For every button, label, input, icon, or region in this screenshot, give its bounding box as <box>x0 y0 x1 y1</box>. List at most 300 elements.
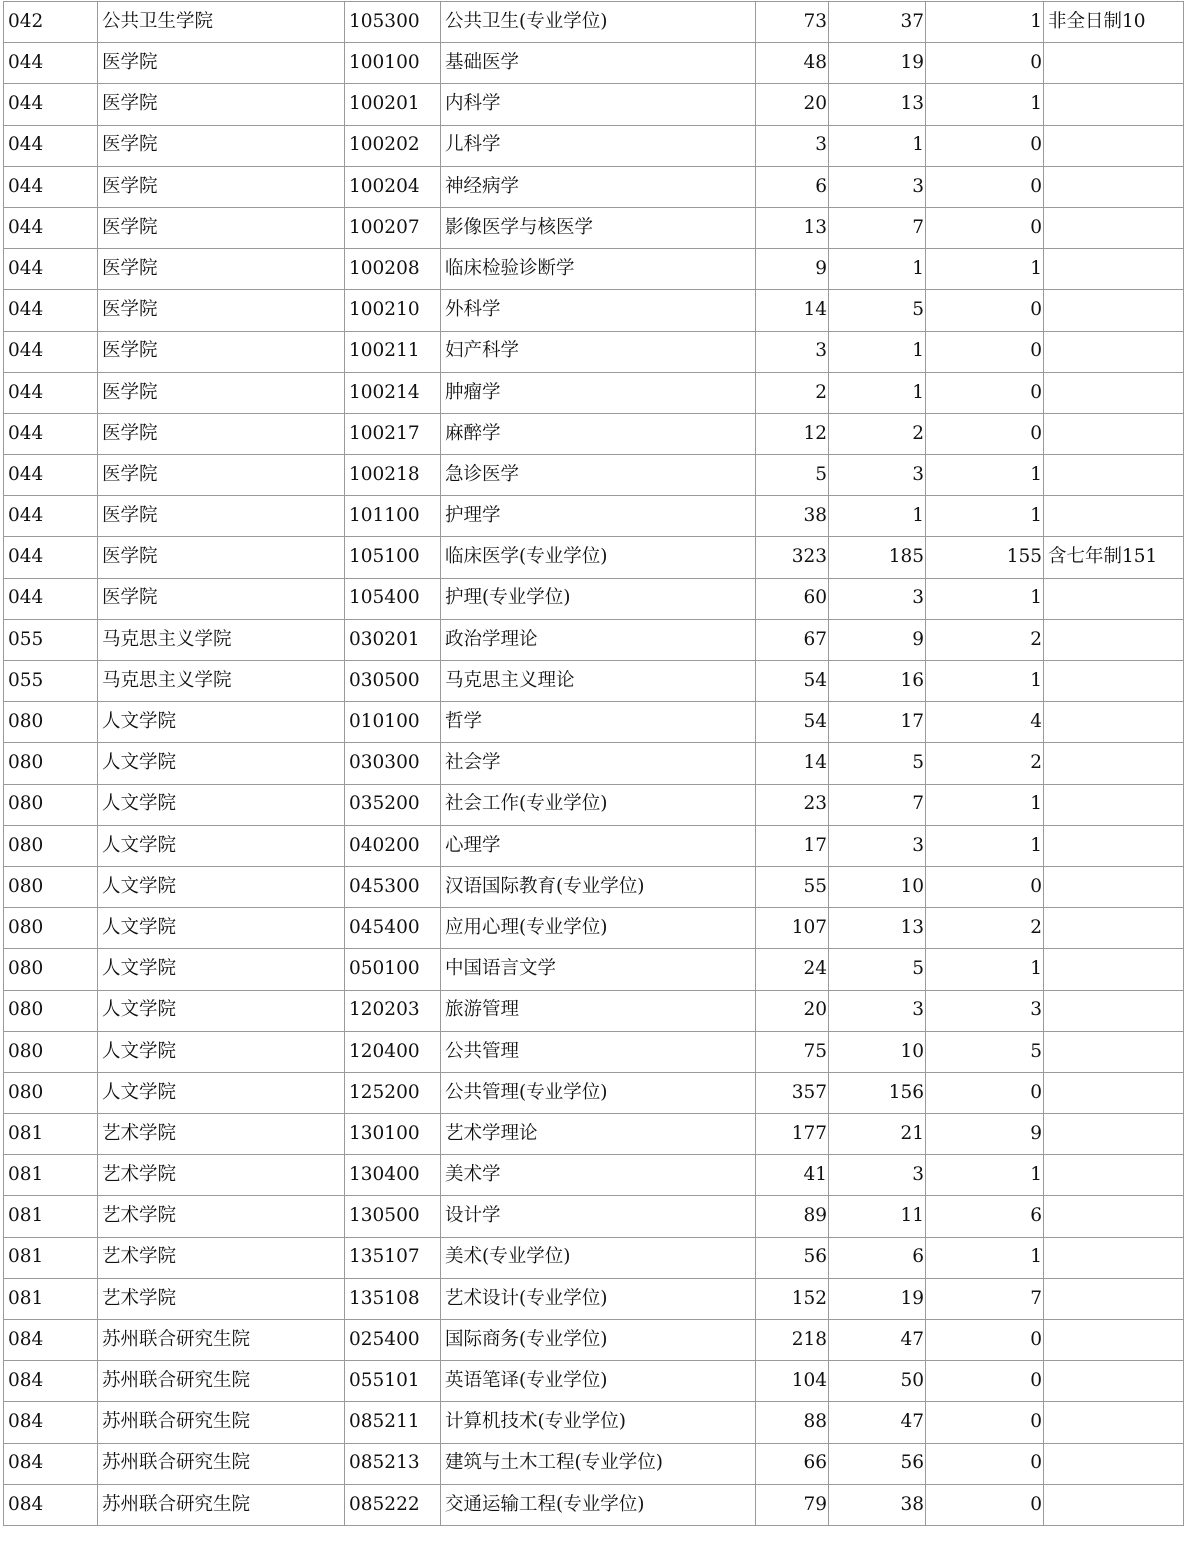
college-name-cell: 医学院 <box>98 84 345 125</box>
major-name-cell: 临床检验诊断学 <box>441 249 756 290</box>
applicants-cell: 107 <box>756 908 829 949</box>
table-row <box>4 290 1184 331</box>
applicants-cell: 54 <box>756 702 829 743</box>
college-code-cell: 081 <box>4 1278 98 1319</box>
exempt-cell: 1 <box>926 1237 1044 1278</box>
college-name-cell: 苏州联合研究生院 <box>98 1484 345 1525</box>
exempt-cell: 0 <box>926 1402 1044 1443</box>
college-name-cell: 苏州联合研究生院 <box>98 1402 345 1443</box>
college-name-cell: 艺术学院 <box>98 1196 345 1237</box>
major-name-cell: 艺术学理论 <box>441 1114 756 1155</box>
college-code-cell: 081 <box>4 1196 98 1237</box>
major-code-cell: 045300 <box>345 866 441 907</box>
applicants-cell: 23 <box>756 784 829 825</box>
admitted-cell: 156 <box>829 1072 926 1113</box>
table-row <box>4 578 1184 619</box>
college-code-cell: 084 <box>4 1320 98 1361</box>
admitted-cell: 1 <box>829 331 926 372</box>
major-name-cell: 公共卫生(专业学位) <box>441 2 756 43</box>
major-name-cell: 中国语言文学 <box>441 949 756 990</box>
remarks-cell <box>1044 661 1184 702</box>
applicants-cell: 17 <box>756 825 829 866</box>
major-name-cell: 马克思主义理论 <box>441 661 756 702</box>
college-name-cell: 人文学院 <box>98 949 345 990</box>
major-name-cell: 社会学 <box>441 743 756 784</box>
college-name-cell: 医学院 <box>98 43 345 84</box>
admitted-cell: 1 <box>829 496 926 537</box>
college-code-cell: 044 <box>4 372 98 413</box>
table-row <box>4 990 1184 1031</box>
remarks-cell <box>1044 1278 1184 1319</box>
college-code-cell: 080 <box>4 1072 98 1113</box>
college-name-cell: 苏州联合研究生院 <box>98 1320 345 1361</box>
college-name-cell: 医学院 <box>98 537 345 578</box>
major-code-cell: 100201 <box>345 84 441 125</box>
college-code-cell: 081 <box>4 1237 98 1278</box>
college-name-cell: 医学院 <box>98 166 345 207</box>
applicants-cell: 104 <box>756 1361 829 1402</box>
remarks-cell <box>1044 455 1184 496</box>
college-name-cell: 人文学院 <box>98 784 345 825</box>
college-name-cell: 人文学院 <box>98 908 345 949</box>
applicants-cell: 79 <box>756 1484 829 1525</box>
admitted-cell: 37 <box>829 2 926 43</box>
major-code-cell: 030500 <box>345 661 441 702</box>
exempt-cell: 1 <box>926 825 1044 866</box>
college-code-cell: 055 <box>4 619 98 660</box>
table-row <box>4 866 1184 907</box>
exempt-cell: 4 <box>926 702 1044 743</box>
exempt-cell: 0 <box>926 166 1044 207</box>
major-name-cell: 艺术设计(专业学位) <box>441 1278 756 1319</box>
major-code-cell: 100204 <box>345 166 441 207</box>
exempt-cell: 1 <box>926 949 1044 990</box>
admitted-cell: 21 <box>829 1114 926 1155</box>
college-name-cell: 马克思主义学院 <box>98 619 345 660</box>
admitted-cell: 3 <box>829 455 926 496</box>
college-code-cell: 080 <box>4 825 98 866</box>
major-name-cell: 国际商务(专业学位) <box>441 1320 756 1361</box>
applicants-cell: 12 <box>756 413 829 454</box>
major-code-cell: 100214 <box>345 372 441 413</box>
admitted-cell: 13 <box>829 908 926 949</box>
exempt-cell: 0 <box>926 1320 1044 1361</box>
college-name-cell: 人文学院 <box>98 743 345 784</box>
major-code-cell: 085211 <box>345 1402 441 1443</box>
admitted-cell: 19 <box>829 1278 926 1319</box>
exempt-cell: 0 <box>926 207 1044 248</box>
major-code-cell: 101100 <box>345 496 441 537</box>
college-name-cell: 人文学院 <box>98 702 345 743</box>
major-code-cell: 100100 <box>345 43 441 84</box>
college-name-cell: 苏州联合研究生院 <box>98 1361 345 1402</box>
exempt-cell: 5 <box>926 1031 1044 1072</box>
table-row <box>4 743 1184 784</box>
table-row <box>4 784 1184 825</box>
college-code-cell: 080 <box>4 702 98 743</box>
college-code-cell: 044 <box>4 207 98 248</box>
remarks-cell <box>1044 619 1184 660</box>
major-code-cell: 135107 <box>345 1237 441 1278</box>
table-row <box>4 1278 1184 1319</box>
exempt-cell: 0 <box>926 1484 1044 1525</box>
college-code-cell: 044 <box>4 43 98 84</box>
major-name-cell: 护理学 <box>441 496 756 537</box>
admitted-cell: 3 <box>829 825 926 866</box>
exempt-cell: 0 <box>926 1072 1044 1113</box>
remarks-cell <box>1044 866 1184 907</box>
exempt-cell: 0 <box>926 290 1044 331</box>
major-name-cell: 社会工作(专业学位) <box>441 784 756 825</box>
table-row <box>4 1155 1184 1196</box>
exempt-cell: 1 <box>926 1155 1044 1196</box>
admitted-cell: 19 <box>829 43 926 84</box>
table-row <box>4 825 1184 866</box>
exempt-cell: 6 <box>926 1196 1044 1237</box>
admitted-cell: 3 <box>829 1155 926 1196</box>
admitted-cell: 1 <box>829 125 926 166</box>
major-code-cell: 105100 <box>345 537 441 578</box>
table-row <box>4 1443 1184 1484</box>
exempt-cell: 7 <box>926 1278 1044 1319</box>
major-name-cell: 公共管理 <box>441 1031 756 1072</box>
admitted-cell: 9 <box>829 619 926 660</box>
college-code-cell: 081 <box>4 1114 98 1155</box>
applicants-cell: 89 <box>756 1196 829 1237</box>
applicants-cell: 56 <box>756 1237 829 1278</box>
applicants-cell: 13 <box>756 207 829 248</box>
college-code-cell: 044 <box>4 249 98 290</box>
admitted-cell: 2 <box>829 413 926 454</box>
major-code-cell: 030201 <box>345 619 441 660</box>
admitted-cell: 11 <box>829 1196 926 1237</box>
college-code-cell: 044 <box>4 578 98 619</box>
major-name-cell: 计算机技术(专业学位) <box>441 1402 756 1443</box>
table-row <box>4 908 1184 949</box>
major-code-cell: 120203 <box>345 990 441 1031</box>
admitted-cell: 47 <box>829 1320 926 1361</box>
admitted-cell: 185 <box>829 537 926 578</box>
exempt-cell: 1 <box>926 249 1044 290</box>
table-row <box>4 331 1184 372</box>
table-row <box>4 455 1184 496</box>
applicants-cell: 3 <box>756 331 829 372</box>
admitted-cell: 13 <box>829 84 926 125</box>
exempt-cell: 2 <box>926 619 1044 660</box>
admitted-cell: 56 <box>829 1443 926 1484</box>
admitted-cell: 5 <box>829 743 926 784</box>
major-code-cell: 130100 <box>345 1114 441 1155</box>
major-code-cell: 135108 <box>345 1278 441 1319</box>
admitted-cell: 17 <box>829 702 926 743</box>
applicants-cell: 152 <box>756 1278 829 1319</box>
admitted-cell: 47 <box>829 1402 926 1443</box>
remarks-cell <box>1044 1196 1184 1237</box>
remarks-cell <box>1044 207 1184 248</box>
college-code-cell: 044 <box>4 413 98 454</box>
table-row <box>4 496 1184 537</box>
remarks-cell <box>1044 1361 1184 1402</box>
remarks-cell <box>1044 166 1184 207</box>
exempt-cell: 1 <box>926 578 1044 619</box>
table-row <box>4 1114 1184 1155</box>
remarks-cell <box>1044 331 1184 372</box>
table-row <box>4 949 1184 990</box>
major-name-cell: 交通运输工程(专业学位) <box>441 1484 756 1525</box>
major-name-cell: 影像医学与核医学 <box>441 207 756 248</box>
exempt-cell: 0 <box>926 1361 1044 1402</box>
major-name-cell: 公共管理(专业学位) <box>441 1072 756 1113</box>
table-row <box>4 1484 1184 1525</box>
major-name-cell: 哲学 <box>441 702 756 743</box>
table-row <box>4 413 1184 454</box>
remarks-cell <box>1044 949 1184 990</box>
table-row <box>4 166 1184 207</box>
major-code-cell: 055101 <box>345 1361 441 1402</box>
table-row <box>4 2 1184 43</box>
table-body <box>4 2 1184 1526</box>
admitted-cell: 7 <box>829 784 926 825</box>
applicants-cell: 177 <box>756 1114 829 1155</box>
applicants-cell: 3 <box>756 125 829 166</box>
college-name-cell: 医学院 <box>98 578 345 619</box>
college-code-cell: 080 <box>4 784 98 825</box>
admitted-cell: 5 <box>829 290 926 331</box>
major-code-cell: 100211 <box>345 331 441 372</box>
table-row <box>4 1237 1184 1278</box>
major-code-cell: 100210 <box>345 290 441 331</box>
college-code-cell: 080 <box>4 743 98 784</box>
college-name-cell: 医学院 <box>98 207 345 248</box>
major-name-cell: 临床医学(专业学位) <box>441 537 756 578</box>
table-row <box>4 702 1184 743</box>
applicants-cell: 41 <box>756 1155 829 1196</box>
remarks-cell <box>1044 413 1184 454</box>
applicants-cell: 14 <box>756 743 829 784</box>
remarks-cell <box>1044 1031 1184 1072</box>
exempt-cell: 9 <box>926 1114 1044 1155</box>
remarks-cell <box>1044 290 1184 331</box>
admitted-cell: 1 <box>829 372 926 413</box>
college-code-cell: 084 <box>4 1443 98 1484</box>
major-code-cell: 130400 <box>345 1155 441 1196</box>
remarks-cell <box>1044 784 1184 825</box>
college-name-cell: 艺术学院 <box>98 1278 345 1319</box>
exempt-cell: 1 <box>926 455 1044 496</box>
applicants-cell: 6 <box>756 166 829 207</box>
exempt-cell: 1 <box>926 2 1044 43</box>
major-code-cell: 040200 <box>345 825 441 866</box>
exempt-cell: 0 <box>926 866 1044 907</box>
applicants-cell: 20 <box>756 990 829 1031</box>
major-code-cell: 100217 <box>345 413 441 454</box>
remarks-cell <box>1044 1484 1184 1525</box>
college-name-cell: 人文学院 <box>98 990 345 1031</box>
major-code-cell: 100207 <box>345 207 441 248</box>
admitted-cell: 7 <box>829 207 926 248</box>
table-row <box>4 1196 1184 1237</box>
major-code-cell: 130500 <box>345 1196 441 1237</box>
applicants-cell: 54 <box>756 661 829 702</box>
major-name-cell: 旅游管理 <box>441 990 756 1031</box>
applicants-cell: 20 <box>756 84 829 125</box>
major-code-cell: 100202 <box>345 125 441 166</box>
table-row <box>4 1402 1184 1443</box>
college-code-cell: 084 <box>4 1484 98 1525</box>
major-name-cell: 心理学 <box>441 825 756 866</box>
major-name-cell: 设计学 <box>441 1196 756 1237</box>
college-name-cell: 医学院 <box>98 496 345 537</box>
remarks-cell <box>1044 1443 1184 1484</box>
major-code-cell: 100218 <box>345 455 441 496</box>
college-code-cell: 044 <box>4 166 98 207</box>
exempt-cell: 0 <box>926 43 1044 84</box>
major-code-cell: 120400 <box>345 1031 441 1072</box>
college-code-cell: 044 <box>4 125 98 166</box>
major-code-cell: 030300 <box>345 743 441 784</box>
applicants-cell: 66 <box>756 1443 829 1484</box>
admitted-cell: 3 <box>829 166 926 207</box>
exempt-cell: 0 <box>926 331 1044 372</box>
table-row <box>4 207 1184 248</box>
exempt-cell: 3 <box>926 990 1044 1031</box>
major-name-cell: 英语笔译(专业学位) <box>441 1361 756 1402</box>
remarks-cell: 非全日制10 <box>1044 2 1184 43</box>
major-name-cell: 麻醉学 <box>441 413 756 454</box>
admissions-table <box>3 1 1184 1526</box>
remarks-cell <box>1044 84 1184 125</box>
remarks-cell <box>1044 372 1184 413</box>
college-code-cell: 081 <box>4 1155 98 1196</box>
college-name-cell: 医学院 <box>98 331 345 372</box>
table-row <box>4 1031 1184 1072</box>
table-row <box>4 1072 1184 1113</box>
college-code-cell: 044 <box>4 496 98 537</box>
remarks-cell <box>1044 578 1184 619</box>
college-name-cell: 医学院 <box>98 249 345 290</box>
exempt-cell: 2 <box>926 743 1044 784</box>
major-code-cell: 085213 <box>345 1443 441 1484</box>
admitted-cell: 5 <box>829 949 926 990</box>
remarks-cell <box>1044 702 1184 743</box>
exempt-cell: 1 <box>926 784 1044 825</box>
major-name-cell: 外科学 <box>441 290 756 331</box>
college-name-cell: 医学院 <box>98 125 345 166</box>
major-name-cell: 护理(专业学位) <box>441 578 756 619</box>
exempt-cell: 155 <box>926 537 1044 578</box>
college-name-cell: 医学院 <box>98 372 345 413</box>
major-name-cell: 内科学 <box>441 84 756 125</box>
admitted-cell: 1 <box>829 249 926 290</box>
applicants-cell: 5 <box>756 455 829 496</box>
major-name-cell: 美术学 <box>441 1155 756 1196</box>
college-code-cell: 084 <box>4 1402 98 1443</box>
applicants-cell: 73 <box>756 2 829 43</box>
admitted-cell: 16 <box>829 661 926 702</box>
college-name-cell: 医学院 <box>98 455 345 496</box>
major-code-cell: 100208 <box>345 249 441 290</box>
exempt-cell: 1 <box>926 84 1044 125</box>
college-name-cell: 艺术学院 <box>98 1155 345 1196</box>
applicants-cell: 14 <box>756 290 829 331</box>
table-row <box>4 43 1184 84</box>
major-name-cell: 应用心理(专业学位) <box>441 908 756 949</box>
remarks-cell <box>1044 825 1184 866</box>
college-name-cell: 人文学院 <box>98 1072 345 1113</box>
remarks-cell <box>1044 908 1184 949</box>
college-name-cell: 马克思主义学院 <box>98 661 345 702</box>
admitted-cell: 3 <box>829 578 926 619</box>
table-row <box>4 537 1184 578</box>
major-code-cell: 050100 <box>345 949 441 990</box>
major-name-cell: 肿瘤学 <box>441 372 756 413</box>
exempt-cell: 2 <box>926 908 1044 949</box>
major-code-cell: 025400 <box>345 1320 441 1361</box>
applicants-cell: 24 <box>756 949 829 990</box>
applicants-cell: 67 <box>756 619 829 660</box>
major-code-cell: 010100 <box>345 702 441 743</box>
major-code-cell: 035200 <box>345 784 441 825</box>
applicants-cell: 55 <box>756 866 829 907</box>
college-name-cell: 艺术学院 <box>98 1114 345 1155</box>
college-code-cell: 084 <box>4 1361 98 1402</box>
applicants-cell: 2 <box>756 372 829 413</box>
remarks-cell <box>1044 1114 1184 1155</box>
major-name-cell: 儿科学 <box>441 125 756 166</box>
remarks-cell <box>1044 249 1184 290</box>
major-name-cell: 汉语国际教育(专业学位) <box>441 866 756 907</box>
major-code-cell: 105300 <box>345 2 441 43</box>
remarks-cell <box>1044 1237 1184 1278</box>
table-row <box>4 125 1184 166</box>
remarks-cell <box>1044 496 1184 537</box>
college-code-cell: 080 <box>4 949 98 990</box>
table-row <box>4 619 1184 660</box>
major-code-cell: 105400 <box>345 578 441 619</box>
college-name-cell: 艺术学院 <box>98 1237 345 1278</box>
applicants-cell: 9 <box>756 249 829 290</box>
applicants-cell: 60 <box>756 578 829 619</box>
table-row <box>4 372 1184 413</box>
applicants-cell: 75 <box>756 1031 829 1072</box>
major-name-cell: 建筑与土木工程(专业学位) <box>441 1443 756 1484</box>
college-name-cell: 公共卫生学院 <box>98 2 345 43</box>
exempt-cell: 0 <box>926 413 1044 454</box>
major-name-cell: 急诊医学 <box>441 455 756 496</box>
remarks-cell: 含七年制151 <box>1044 537 1184 578</box>
exempt-cell: 1 <box>926 661 1044 702</box>
remarks-cell <box>1044 1402 1184 1443</box>
college-code-cell: 044 <box>4 455 98 496</box>
admitted-cell: 6 <box>829 1237 926 1278</box>
applicants-cell: 218 <box>756 1320 829 1361</box>
college-name-cell: 苏州联合研究生院 <box>98 1443 345 1484</box>
major-code-cell: 045400 <box>345 908 441 949</box>
college-name-cell: 医学院 <box>98 413 345 454</box>
admitted-cell: 38 <box>829 1484 926 1525</box>
college-code-cell: 080 <box>4 1031 98 1072</box>
remarks-cell <box>1044 743 1184 784</box>
applicants-cell: 48 <box>756 43 829 84</box>
college-code-cell: 042 <box>4 2 98 43</box>
admitted-cell: 10 <box>829 866 926 907</box>
exempt-cell: 0 <box>926 125 1044 166</box>
exempt-cell: 1 <box>926 496 1044 537</box>
table-row <box>4 249 1184 290</box>
major-name-cell: 神经病学 <box>441 166 756 207</box>
college-code-cell: 044 <box>4 331 98 372</box>
college-code-cell: 080 <box>4 866 98 907</box>
